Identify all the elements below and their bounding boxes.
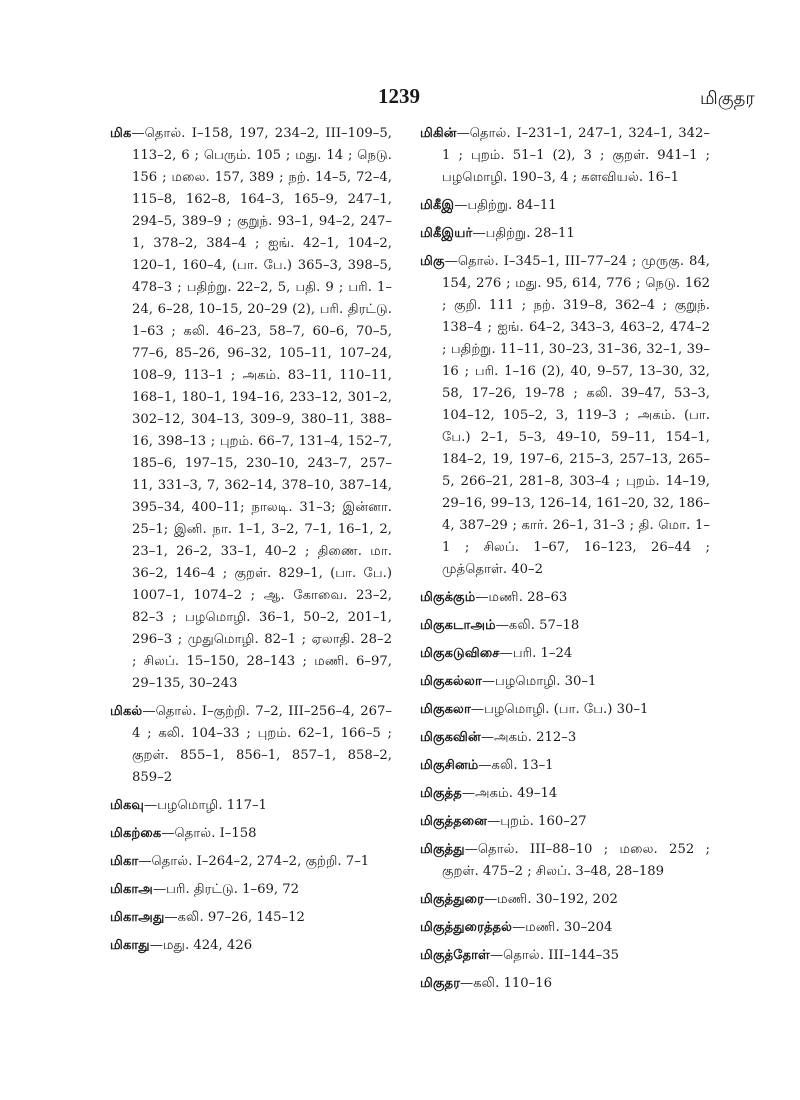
entry-headword: மிகீஇயர் (420, 226, 473, 241)
index-entry (420, 251, 710, 581)
entry-headword: மிகுதர (420, 976, 461, 991)
entry-references: —மணி. 28–63 (475, 590, 568, 605)
entry-headword: மிகுகவின் (420, 730, 481, 745)
entry-references: —பதிற்று. 28–11 (472, 226, 575, 241)
entry-references: —மணி. 30–204 (512, 920, 613, 935)
entry-references: —பதிற்று. 84–11 (454, 198, 557, 213)
entry-headword: மிக (110, 126, 132, 141)
entry-references: —அகம். 212–3 (480, 730, 577, 745)
entry-headword: மிகுக்கும் (420, 590, 476, 605)
right-column (420, 123, 710, 1001)
entry-headword: மிகுகலா (420, 702, 471, 717)
entry-headword: மிகீஇ (420, 198, 455, 213)
index-entry (420, 917, 710, 939)
index-entry (110, 879, 392, 901)
index-entry (420, 783, 710, 805)
index-entry (110, 851, 392, 873)
index-entry (420, 615, 710, 637)
entry-headword: மிகுத்து (420, 842, 465, 857)
entry-references: —அகம். 49–14 (461, 786, 558, 801)
entry-headword: மிகவு (110, 798, 145, 813)
index-entry (420, 587, 710, 609)
entry-references: —தொல். III–144–35 (489, 948, 619, 963)
index-entry (420, 973, 710, 995)
entry-headword: மிகாது (110, 938, 150, 953)
entry-headword: மிகுசினம் (420, 758, 479, 773)
index-entry (420, 699, 710, 721)
entry-references: —தொல். I–231–1, 247–1, 324–1, 342–1 ; புறம். 51–1 (2), 3 ; குறள். 941–1 ; பழமொழி. 190–3, 4 ; களவியல். 16–1 (442, 126, 710, 185)
index-entry (110, 907, 392, 929)
index-entry (420, 195, 710, 217)
entry-references: —தொல். III–88–10 ; மலை. 252 ; குறள். 475–2 ; சிலப். 3–48, 28–189 (442, 842, 710, 879)
index-entry (420, 727, 710, 749)
entry-references: —மணி. 30–192, 202 (483, 892, 618, 907)
entry-headword: மிகின் (420, 126, 457, 141)
entry-headword: மிகற்கை (110, 826, 162, 841)
entry-references: —தொல். I–158, 197, 234–2, III–109–5, 113–2, 6 ; பெரும். 105 ; மது. 14 ; நெடு. 156 ; மலை. 157, 389 ; நற். 14–5, 72–4, 115–8, 162–8, 164–3, 165–9, 247–1, 294–5, 389–9 ; குறுந். 93–1, 94–2, 247–1, 378–2, 384–4 ; ஐங். 42–1, 104–2, 120–1, 160–4, (பா. பே.) 365–3, 398–5, 478–3 ; பதிற்று. 22–2, 5, பதி. 9 ; பரி. 1–24, 6–28, 10–15, 20–29 (2), பரி. திரட்டு. 1–63 ; கலி. 46–23, 58–7, 60–6, 70–5, 77–6, 85–26, 96–32, 105–11, 107–24, 108–9, 113–1 ; அகம். 83–11, 110–11, 168–1, 180–1, 194–16, 233–12, 301–2, 302–12, 304–13, 309–9, 380–11, 388–16, 398–13 ; புறம். 66–7, 131–4, 152–7, 185–6, 197–15, 230–10, 243–7, 257–11, 331–3, 7, 362–14, 378–10, 387–14, 395–34, 400–11; நாலடி. 31–3; இன்னா. 25–1; இனி. நா. 1–1, 3–2, 7–1, 16–1, 2, 23–1, 26–2, 33–1, 40–2 ; திணை. மா. 36–2, 146–4 ; குறள். 829–1, (பா. பே.) 1007–1, 1074–2 ; ஆ. கோவை. 23–2, 82–3 ; பழமொழி. 36–1, 50–2, 201–1, 296–3 ; முதுமொழி. 82–1 ; ஏலாதி. 28–2 ; சிலப். 15–150, 28–143 ; மணி. 6–97, 29–135, 30–243 (131, 126, 392, 691)
index-entry (420, 839, 710, 883)
entry-headword: மிகுகல்லா (420, 674, 482, 689)
index-entry (110, 823, 392, 845)
entry-references: —தொல். I–158 (161, 826, 257, 841)
entry-references: —கலி. 13–1 (478, 758, 554, 773)
index-entry (110, 123, 392, 695)
index-entry (110, 701, 392, 789)
entry-headword: மிகாஅது (110, 910, 165, 925)
entry-headword: மிகாஅ (110, 882, 153, 897)
entry-headword: மிகுத்தனை (420, 814, 488, 829)
entry-headword: மிகுகடாஅம் (420, 618, 496, 633)
entry-references: —கலி. 57–18 (495, 618, 580, 633)
entry-references: —தொல். I–264–2, 274–2, குற்றி. 7–1 (138, 854, 370, 869)
entry-references: —பரி. 1–24 (499, 646, 573, 661)
index-entry (110, 795, 392, 817)
index-entry (420, 223, 710, 245)
entry-references: —பழமொழி. 30–1 (481, 674, 597, 689)
entry-headword: மிகுத்துரை (420, 892, 484, 907)
entry-headword: மிகா (110, 854, 139, 869)
entry-headword: மிகல் (110, 704, 143, 719)
entry-references: —கலி. 110–16 (460, 976, 553, 991)
entry-headword: மிகுத்த (420, 786, 462, 801)
page-header (0, 84, 800, 114)
index-entry (420, 945, 710, 967)
index-entry (110, 935, 392, 957)
entry-headword: மிகுத்துரைத்தல் (420, 920, 513, 935)
left-column (110, 123, 392, 963)
entry-references: —பழமொழி. 117–1 (144, 798, 267, 813)
entry-references: —பழமொழி. (பா. பே.) 30–1 (470, 702, 649, 717)
entry-references: —கலி. 97–26, 145–12 (164, 910, 305, 925)
entry-references: —தொல். I–குற்றி. 7–2, III–256–4, 267–4 ; கலி. 104–33 ; புறம். 62–1, 166–5 ; குறள். 855–1, 856–1, 857–1, 858–2, 859–2 (132, 704, 392, 785)
index-entry (420, 671, 710, 693)
entry-references: —தொல். I–345–1, III–77–24 ; முருகு. 84, 154, 276 ; மது. 95, 614, 776 ; நெடு. 162 ; குறி. 111 ; நற். 319–8, 362–4 ; குறுந். 138–4 ; ஐங். 64–2, 343–3, 463–2, 474–2 ; பதிற்று. 11–11, 30–23, 31–36, 32–1, 39–16 ; பரி. 1–16 (2), 40, 9–57, 13–30, 32, 58, 17–26, 19–78 ; கலி. 39–47, 53–3, 104–12, 105–2, 3, 119–3 ; அகம். (பா. பே.) 2–1, 5–3, 49–10, 59–11, 154–1, 184–2, 19, 197–6, 215–3, 257–13, 265–5, 266–21, 281–8, 303–4 ; புறம். 14–19, 29–16, 99–13, 126–14, 161–20, 32, 186–4, 387–29 ; கார். 26–1, 31–3 ; தி. மொ. 1–1 ; சிலப். 1–67, 16–123, 26–44 ; முத்தொள். 40–2 (442, 254, 710, 577)
index-entry (420, 755, 710, 777)
index-entry (420, 889, 710, 911)
entry-references: —புறம். 160–27 (487, 814, 587, 829)
index-entry (420, 811, 710, 833)
entry-headword: மிகுத்தோள் (420, 948, 490, 963)
entry-references: —பரி. திரட்டு. 1–69, 72 (152, 882, 300, 897)
entry-headword: மிகு (420, 254, 445, 269)
index-entry (420, 123, 710, 189)
entry-headword: மிகுகடுவிசை (420, 646, 500, 661)
running-head: மிகுதர (700, 88, 755, 109)
index-entry (420, 643, 710, 665)
page-number: 1239 (378, 84, 420, 108)
entry-references: —மது. 424, 426 (149, 938, 253, 953)
